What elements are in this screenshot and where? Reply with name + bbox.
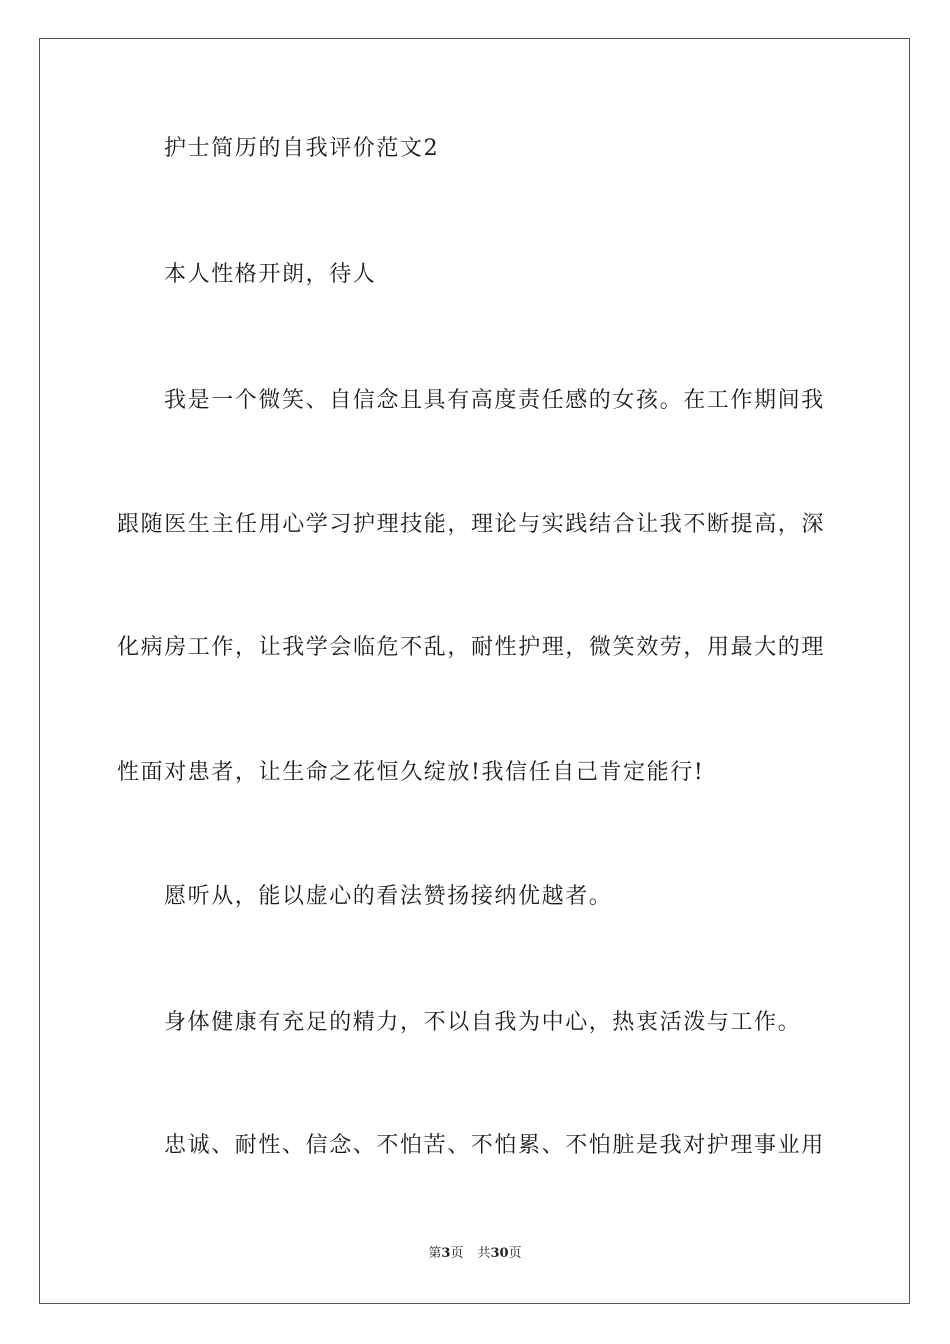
page-border xyxy=(39,38,910,1304)
paragraph-line: 跟随医生主任用心学习护理技能，理论与实践结合让我不断提高，深 xyxy=(117,512,826,537)
paragraph-line: 化病房工作，让我学会临危不乱，耐性护理，微笑效劳，用最大的理 xyxy=(117,635,826,660)
paragraph-line: 本人性格开朗，待人 xyxy=(164,262,377,287)
page-prefix: 第 xyxy=(428,1246,442,1261)
page-suffix: 页 xyxy=(450,1246,464,1261)
page-footer xyxy=(0,1245,950,1263)
total-suffix: 页 xyxy=(508,1246,522,1261)
total-prefix: 共 xyxy=(477,1246,491,1261)
total-pages: 30 xyxy=(490,1246,509,1261)
paragraph-line: 身体健康有充足的精力，不以自我为中心，热衷活泼与工作。 xyxy=(164,1010,802,1035)
paragraph-line: 性面对患者，让生命之花恒久绽放!我信任自己肯定能行! xyxy=(117,760,705,785)
document-heading: 护士简历的自我评价范文2 xyxy=(164,136,440,161)
paragraph-line: 我是一个微笑、自信念且具有高度责任感的女孩。在工作期间我 xyxy=(164,388,825,413)
paragraph-line: 忠诚、耐性、信念、不怕苦、不怕累、不怕脏是我对护理事业用 xyxy=(164,1133,825,1158)
paragraph-line: 愿听从，能以虚心的看法赞扬接纳优越者。 xyxy=(164,884,613,909)
page-number: 3 xyxy=(441,1246,451,1261)
